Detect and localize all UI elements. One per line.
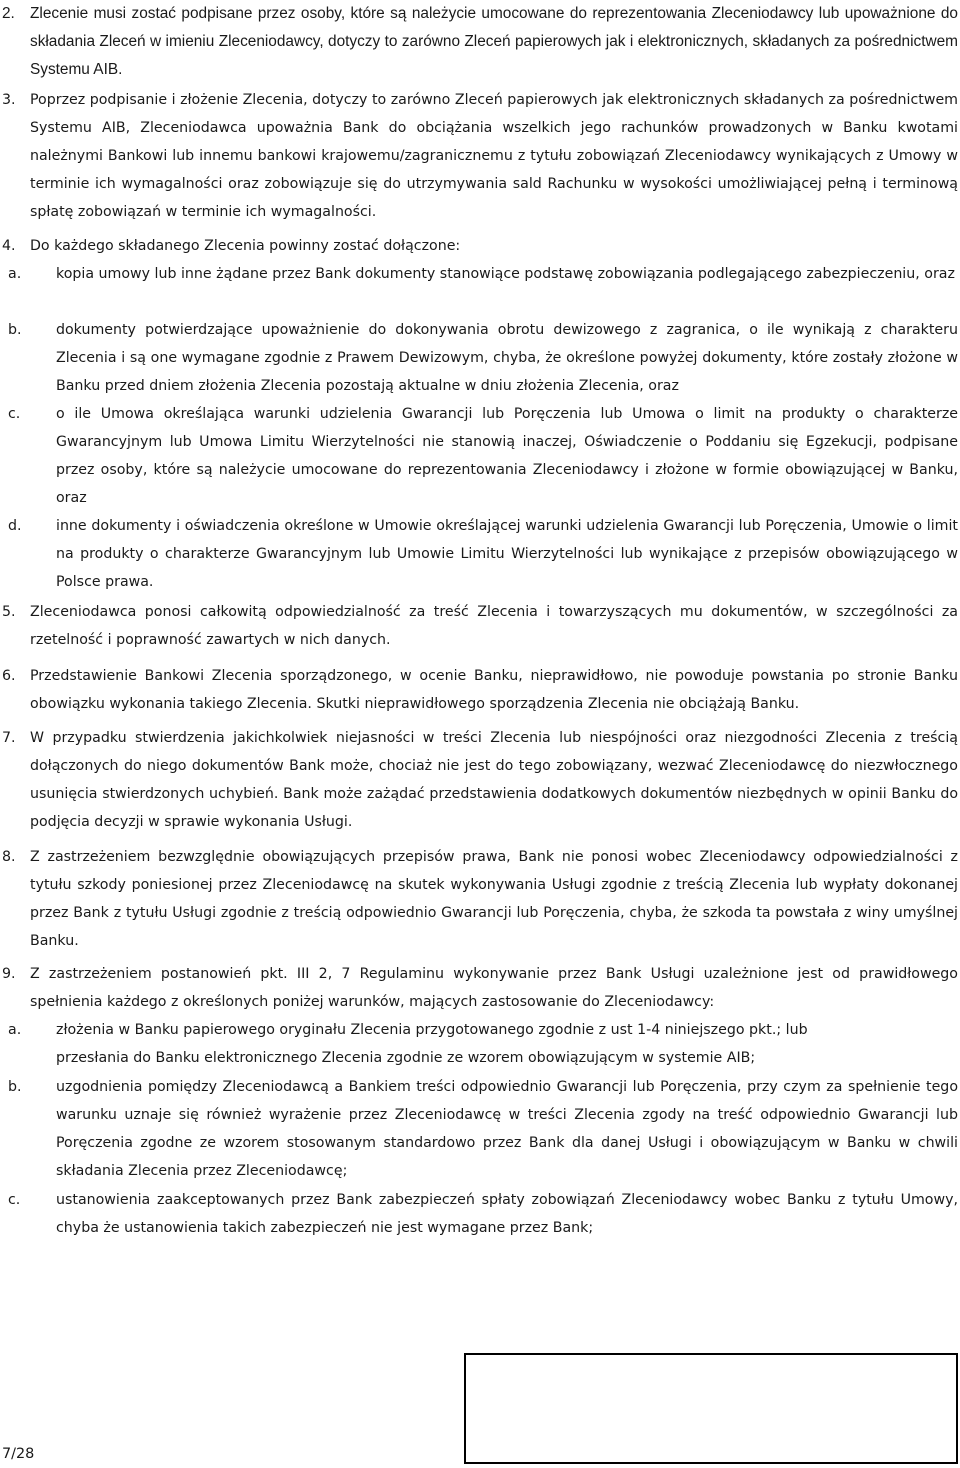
page-number: 7/28 — [2, 1446, 35, 1462]
paragraph-6 — [2, 662, 958, 718]
list-text: uzgodnienia pomiędzy Zleceniodawcą a Bankiem treści odpowiednio Gwarancji lub Poręczenia, przy czym za spełnienie tego warunku uznaje się również wyrażenie przez Zleceniodawcę w treści Zlecenia zgody na treść odpowiednio Gwarancji lub Poręczenia zgodne ze wzorem stosowanym standardowo przez Bank dla danej Usługi i obowiązującym w Banku w chwili składania Zlecenia przez Zleceniodawcę; — [56, 1079, 958, 1179]
list-item-4a — [8, 260, 958, 288]
list-item-9a — [8, 1016, 958, 1072]
list-letter: a. — [8, 266, 22, 282]
paragraph-text: Z zastrzeżeniem postanowień pkt. III 2, 7 Regulaminu wykonywanie przez Bank Usługi uzależnione jest od prawidłowego spełnienia każdego z określonych poniżej warunków, mających zastosowanie do Zleceniodawcy: — [30, 966, 958, 1010]
list-letter: b. — [8, 1079, 22, 1095]
list-text: inne dokumenty i oświadczenia określone w Umowie określającej warunki udzielenia Gwarancji lub Poręczenia, Umowie o limit na produkty o charakterze Gwarancyjnym lub Umowie Limitu Wierzytelności lub wynikające z przepisów obowiązującego w Polsce prawa. — [56, 518, 958, 590]
paragraph-text: Przedstawienie Bankowi Zlecenia sporządzonego, w ocenie Banku, nieprawidłowo, nie powoduje powstania po stronie Banku obowiązku wykonania takiego Zlecenia. Skutki nieprawidłowego sporządzenia Zlecenia nie obciążają Banku. — [30, 668, 958, 712]
paragraph-number: 7. — [2, 730, 16, 746]
list-text: dokumenty potwierdzające upoważnienie do dokonywania obrotu dewizowego z zagranica, o ile wynikają z charakteru Zlecenia i są one wymagane zgodnie z Prawem Dewizowym, chyba, że określone powyżej dokumenty, które zostały złożone w Banku przed dniem złożenia Zlecenia pozostają aktualne w dniu złożenia Zlecenia, oraz — [56, 322, 958, 394]
list-text: kopia umowy lub inne żądane przez Bank dokumenty stanowiące podstawę zobowiązania podlegającego zabezpieczeniu, oraz — [56, 266, 955, 282]
paragraph-2 — [2, 0, 958, 84]
list-item-9b — [8, 1073, 958, 1185]
paragraph-3 — [2, 86, 958, 226]
paragraph-9 — [2, 960, 958, 1016]
paragraph-number: 9. — [2, 966, 16, 982]
paragraph-8 — [2, 843, 958, 955]
list-letter: b. — [8, 322, 22, 338]
paragraph-number: 3. — [2, 92, 16, 108]
paragraph-number: 4. — [2, 238, 16, 254]
list-item-9c — [8, 1186, 958, 1242]
list-text: o ile Umowa określająca warunki udzielenia Gwarancji lub Poręczenia lub Umowa o limit na produkty o charakterze Gwarancyjnym lub Umowa Limitu Wierzytelności nie stanowią inaczej, Oświadczenie o Poddaniu się Egzekucji, podpisane przez osoby, które są należycie umocowane do reprezentowania Zleceniodawcy i złożone w formie obowiązującej w Banku, oraz — [56, 406, 958, 506]
paragraph-text: W przypadku stwierdzenia jakichkolwiek niejasności w treści Zlecenia lub niespójności oraz niezgodności Zlecenia z treścią dołączonych do niego dokumentów Bank może, chociaż nie jest do tego zobowiązany, wezwać Zleceniodawcę do niezwłocznego usunięcia stwierdzonych uchybień. Bank może zażądać przedstawienia dodatkowych dokumentów niezbędnych w opinii Banku do podjęcia decyzji w sprawie wykonania Usługi. — [30, 730, 958, 830]
paragraph-7 — [2, 724, 958, 836]
paragraph-number: 6. — [2, 668, 16, 684]
signature-box — [464, 1353, 958, 1464]
list-item-4d — [8, 512, 958, 596]
list-item-4c — [8, 400, 958, 512]
paragraph-text: Poprzez podpisanie i złożenie Zlecenia, dotyczy to zarówno Zleceń papierowych jak elektronicznych składanych za pośrednictwem Systemu AIB, Zleceniodawca upoważnia Bank do obciążania wszelkich jego rachunków prowadzonych w Banku kwotami należnymi Bankowi lub innemu bankowi krajowemu/zagranicznemu z tytułu zobowiązań Zleceniodawcy wynikających z Umowy w terminie ich wymagalności oraz zobowiązuje się do utrzymywania sald Rachunku w wysokości umożliwiającej pełną i terminową spłatę zobowiązań w terminie ich wymagalności. — [30, 92, 958, 220]
list-item-4b — [8, 316, 958, 400]
paragraph-text: Zlecenie musi zostać podpisane przez osoby, które są należycie umocowane do reprezentowania Zleceniodawcy lub upoważnione do składania Zleceń w imieniu Zleceniodawcy, dotyczy to zarówno Zleceń papierowych jak i elektronicznych, składanych za pośrednictwem Systemu AIB. — [30, 5, 958, 78]
paragraph-4 — [2, 232, 958, 260]
list-letter: d. — [8, 518, 22, 534]
paragraph-number: 2. — [2, 5, 15, 22]
list-text-line-1: złożenia w Banku papierowego oryginału Zlecenia przygotowanego zgodnie z ust 1-4 niniejszego pkt.; lub — [56, 1022, 808, 1038]
paragraph-text: Do każdego składanego Zlecenia powinny zostać dołączone: — [30, 238, 461, 254]
paragraph-text: Z zastrzeżeniem bezwzględnie obowiązujących przepisów prawa, Bank nie ponosi wobec Zleceniodawcy odpowiedzialności z tytułu szkody poniesionej przez Zleceniodawcę na skutek wykonywania Usługi zgodnie z treścią Zlecenia lub wypłaty dokonanej przez Bank z tytułu Usługi zgodnie z treścią odpowiednio Gwarancji lub Poręczenia, chyba, że szkoda ta powstała z winy umyślnej Banku. — [30, 849, 958, 949]
list-letter: c. — [8, 1192, 21, 1208]
list-letter: a. — [8, 1022, 22, 1038]
paragraph-5 — [2, 598, 958, 654]
paragraph-number: 5. — [2, 604, 16, 620]
list-letter: c. — [8, 406, 21, 422]
list-text-line-2: przesłania do Banku elektronicznego Zlecenia zgodnie ze wzorem obowiązującym w systemie AIB; — [56, 1050, 756, 1066]
list-text: ustanowienia zaakceptowanych przez Bank zabezpieczeń spłaty zobowiązań Zleceniodawcy wobec Banku z tytułu Umowy, chyba że ustanowienia takich zabezpieczeń nie jest wymagane przez Bank; — [56, 1192, 958, 1236]
paragraph-text: Zleceniodawca ponosi całkowitą odpowiedzialność za treść Zlecenia i towarzyszących mu dokumentów, w szczególności za rzetelność i poprawność zawartych w nich danych. — [30, 604, 958, 648]
paragraph-number: 8. — [2, 849, 16, 865]
